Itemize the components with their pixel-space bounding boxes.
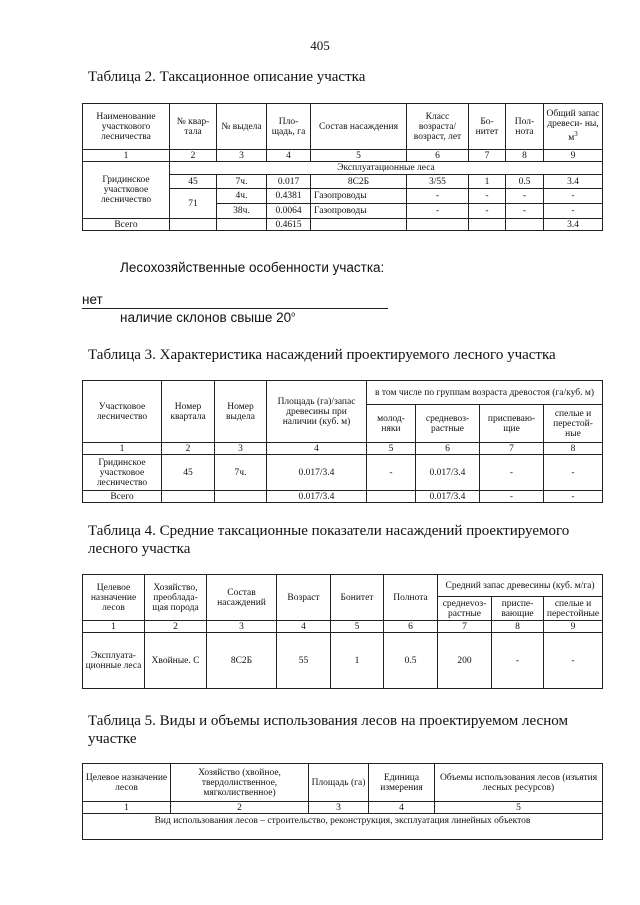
t3-cell: - [480,491,544,503]
t2-num: 3 [217,150,267,162]
table-row [83,491,603,503]
table5 [82,763,603,840]
t5-h2: Хозяйство (хвойное, твердолиственное, мягколиственное) [171,764,309,802]
t3-num: 6 [416,443,480,455]
table3-caption: Таблица 3. Характеристика насаждений проектируемого лесного участка [88,347,556,363]
degree-sup: о [291,311,296,319]
t2-cell: 7ч. [217,175,267,189]
t2-cell: - [407,204,469,219]
t4-cell: 1 [331,633,384,689]
t3-cell: - [480,455,544,491]
t4-h1: Целевое назначение лесов [83,575,145,621]
t2-total-label: Всего [83,219,170,231]
t2-cell: 0.4381 [267,189,311,204]
table-row [83,219,603,231]
features-line2 [120,310,295,325]
t5-num: 4 [369,802,435,814]
t3-cell [215,491,267,503]
t4-num: 6 [384,621,438,633]
t4-h3: Состав насаждений [207,575,277,621]
t4-cell: 8С2Б [207,633,277,689]
t4-cell: 200 [438,633,492,689]
t2-num: 7 [469,150,506,162]
t2-cell [311,219,407,231]
t2-cell: - [469,204,506,219]
underline [82,308,388,309]
t2-num: 4 [267,150,311,162]
t2-cell: 71 [170,189,217,219]
t2-cell: 45 [170,175,217,189]
table4-caption: Таблица 4. Средние таксационные показатели насаждений проектируемого лесного участка [88,523,570,557]
t4-cell: 55 [277,633,331,689]
t3-num: 1 [83,443,162,455]
t2-cell: 3.4 [544,175,603,189]
t2-cell [469,219,506,231]
t2-cell: 4ч. [217,189,267,204]
t2-num: 5 [311,150,407,162]
t4-num: 2 [145,621,207,633]
features-line1: нет [82,292,103,307]
t4-h4: Возраст [277,575,331,621]
t5-h3: Площадь (га) [309,764,369,802]
t4-h5: Бонитет [331,575,384,621]
t2-h7: Бо- нитет [469,104,506,150]
t5-num: 1 [83,802,171,814]
t2-cell: 1 [469,175,506,189]
t5-num: 5 [435,802,603,814]
t3-cell: 7ч. [215,455,267,491]
t3-num: 5 [367,443,416,455]
t3-cell: Всего [83,491,162,503]
t3-num: 7 [480,443,544,455]
page-number: 405 [310,38,330,53]
t2-cell: 3/55 [407,175,469,189]
t2-cell: 0.5 [506,175,544,189]
t2-total-zapas: 3.4 [544,219,603,231]
t4-h2: Хозяйство, преоблада- щая порода [145,575,207,621]
t4-cell: - [492,633,544,689]
t4-cell: 0.5 [384,633,438,689]
t2-cell: - [469,189,506,204]
t3-h5: в том числе по группам возраста древостоя (га/куб. м) [367,381,603,405]
t3-cell: 0.017/3.4 [416,455,480,491]
t4-num: 5 [331,621,384,633]
t2-h1: Наименование участкового лесничества [83,104,170,150]
t2-h9-sup: 3 [574,130,578,139]
t4-sh2: приспе- вающие [492,597,544,621]
t2-cell: 0.017 [267,175,311,189]
t3-h4: Площадь (га)/запас древесины при наличии (куб. м) [267,381,367,443]
t5-h1: Целевое назначение лесов [83,764,171,802]
table2 [82,103,603,231]
features-heading: Лесохозяйственные особенности участка: [120,260,385,275]
t3-cell: 45 [162,455,215,491]
t2-cell: - [407,189,469,204]
t5-h5: Объемы использования лесов (изъятия лесных ресурсов) [435,764,603,802]
t2-num: 2 [170,150,217,162]
t3-cell: 0.017/3.4 [267,491,367,503]
t3-cell [162,491,215,503]
table2-caption: Таблица 2. Таксационное описание участка [88,69,366,85]
table-row [83,633,603,689]
t4-h7: Средний запас древесины (куб. м/га) [438,575,603,597]
t2-cell [217,219,267,231]
t3-sh4: спелые и перестой- ные [544,405,603,443]
t4-h6: Полнота [384,575,438,621]
t4-cell: Хвойные. С [145,633,207,689]
t2-cell: - [506,189,544,204]
t2-cell: Газопроводы [311,204,407,219]
t3-h3: Номер выдела [215,381,267,443]
table5-caption: Таблица 5. Виды и объемы использования лесов на проектируемом лесном участке [88,713,568,747]
t2-h9 [544,104,603,150]
t2-cell [407,219,469,231]
t2-cell [170,219,217,231]
t3-cell: - [544,491,603,503]
t3-sh3: приспеваю- щие [480,405,544,443]
t4-num: 7 [438,621,492,633]
t3-cell: Гридинское участковое лесничество [83,455,162,491]
t3-cell: - [367,455,416,491]
t3-cell: 0.017/3.4 [416,491,480,503]
t2-h3: № выдела [217,104,267,150]
t3-cell: - [544,455,603,491]
t2-cell: 38ч. [217,204,267,219]
t3-num: 2 [162,443,215,455]
t2-num: 8 [506,150,544,162]
t3-h1: Участковое лесничество [83,381,162,443]
t2-h4: Пло- щадь, га [267,104,311,150]
t4-sh1: среднevоз- растные [438,597,492,621]
t5-h4: Единица измерения [369,764,435,802]
t2-cell: - [544,204,603,219]
t2-cell: 0.0064 [267,204,311,219]
t4-cell: Эксплуата- ционные леса [83,633,145,689]
t2-h6: Класс возраста/ возраст, лет [407,104,469,150]
t4-num: 8 [492,621,544,633]
t2-cell: - [544,189,603,204]
t2-h9-text: Общий запас древеси- ны, м [546,109,600,144]
t3-cell [367,491,416,503]
t2-section: Эксплуатационные леса [170,162,603,175]
t2-h8: Пол- нота [506,104,544,150]
table4 [82,574,603,689]
t3-num: 3 [215,443,267,455]
t4-sh3: спелые и перестойные [544,597,603,621]
table3 [82,380,603,503]
t2-cell [506,219,544,231]
t2-cell: Газопроводы [311,189,407,204]
t3-sh1: молод- няки [367,405,416,443]
t3-sh2: средневоз- растные [416,405,480,443]
t2-num: 1 [83,150,170,162]
t5-note: Вид использования лесов – строительство, реконструкция, эксплуатация линейных объектов [83,814,603,840]
t3-num: 8 [544,443,603,455]
t2-num: 6 [407,150,469,162]
t3-h2: Номер квартала [162,381,215,443]
t2-total-area: 0.4615 [267,219,311,231]
features-line2-text: наличие склонов свыше 20 [120,310,292,325]
t4-num: 3 [207,621,277,633]
t3-cell: 0.017/3.4 [267,455,367,491]
t2-num: 9 [544,150,603,162]
t5-num: 3 [309,802,369,814]
t2-h2: № квар- тала [170,104,217,150]
t5-num: 2 [171,802,309,814]
t2-cell: - [506,204,544,219]
t2-forestry: Гридинское участковое лесничество [83,162,170,219]
t2-cell: 8С2Б [311,175,407,189]
table-row [83,455,603,491]
t2-h5: Состав насаждения [311,104,407,150]
t4-num: 4 [277,621,331,633]
t3-num: 4 [267,443,367,455]
t4-num: 1 [83,621,145,633]
t4-num: 9 [544,621,603,633]
t4-cell: - [544,633,603,689]
